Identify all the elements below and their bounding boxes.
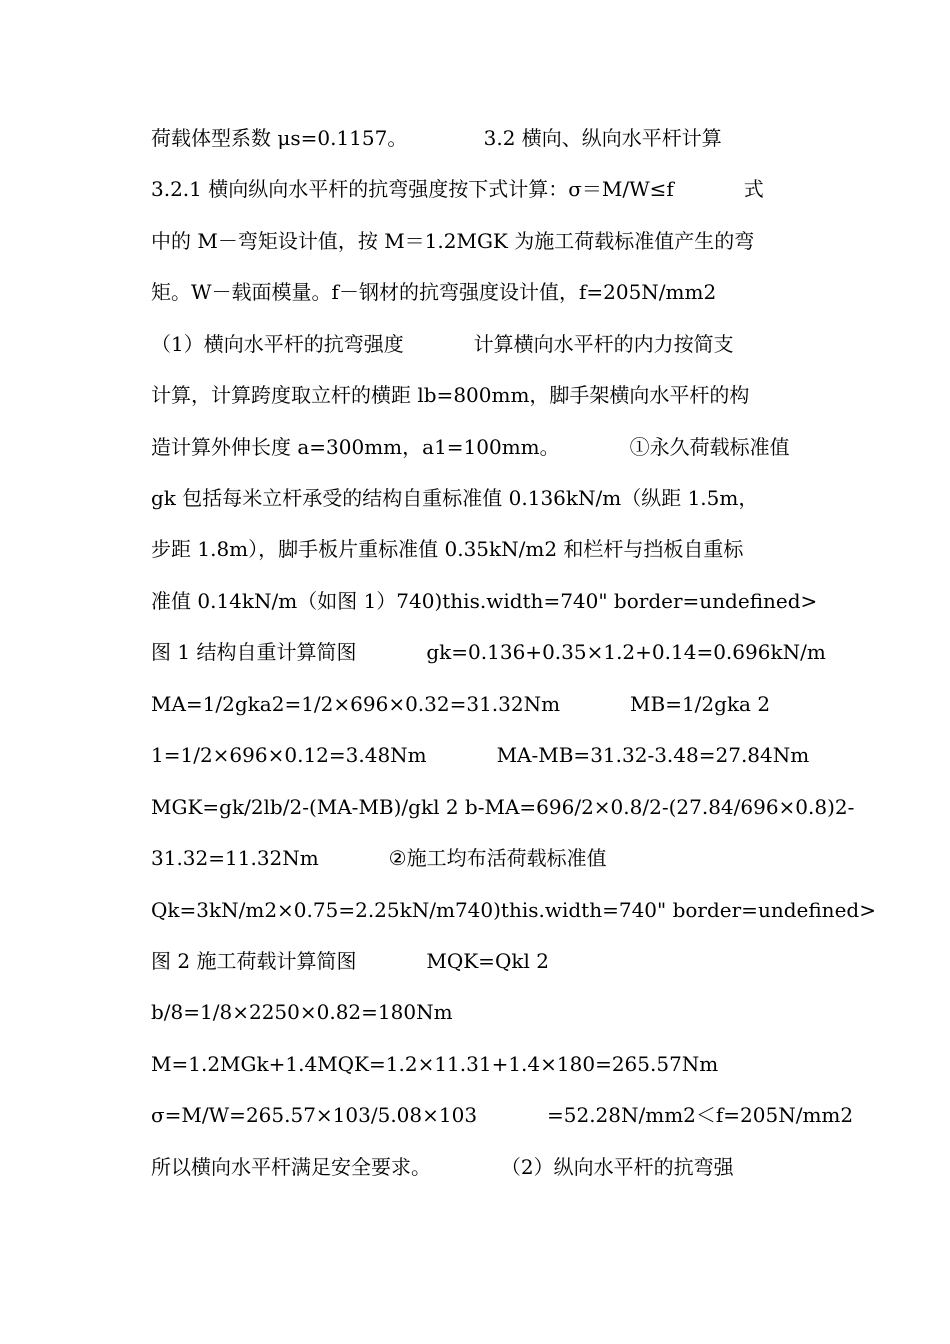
text-line: Qk=3kN/m2×0.75=2.25kN/m740)this.width=740" border=undefined>: [151, 898, 876, 922]
text-line: 步距 1.8m），脚手板片重标准值 0.35kN/m2 和栏杆与挡板自重标: [151, 537, 744, 561]
text-line: 所以横向水平杆满足安全要求。 （2）纵向水平杆的抗弯强: [151, 1155, 734, 1179]
text-line: 中的 M－弯矩设计值，按 M＝1.2MGK 为施工荷载标准值产生的弯: [151, 229, 755, 253]
text-line: b/8=1/8×2250×0.82=180Nm: [151, 1000, 453, 1024]
text-line: 造计算外伸长度 a=300mm，a1=100mm。 ①永久荷载标准值: [151, 435, 790, 459]
text-line: 矩。W－载面模量。f－钢材的抗弯强度设计值，f=205N/mm2: [151, 280, 717, 304]
text-line: MA=1/2gka2=1/2×696×0.32=31.32Nm MB=1/2gka 2: [151, 692, 771, 716]
text-line: 计算，计算跨度取立杆的横距 lb=800mm，脚手架横向水平杆的构: [151, 383, 750, 407]
text-line: 准值 0.14kN/m（如图 1）740)this.width=740" border=undefined>: [151, 589, 818, 613]
text-line: σ=M/W=265.57×103/5.08×103 =52.28N/mm2＜f=205N/mm2: [151, 1103, 854, 1127]
text-line: 1=1/2×696×0.12=3.48Nm MA-MB=31.32-3.48=27.84Nm: [151, 743, 810, 767]
text-line: M=1.2MGk+1.4MQK=1.2×11.31+1.4×180=265.57Nm: [151, 1052, 719, 1076]
text-line: 图 2 施工荷载计算简图 MQK=Qkl 2: [151, 949, 549, 973]
text-line: 荷载体型系数 μs=0.1157。 3.2 横向、纵向水平杆计算: [151, 126, 722, 150]
text-line: 31.32=11.32Nm ②施工均布活荷载标准值: [151, 846, 607, 870]
text-line: 图 1 结构自重计算简图 gk=0.136+0.35×1.2+0.14=0.696kN/m: [151, 640, 826, 664]
text-line: gk 包括每米立杆承受的结构自重标准值 0.136kN/m（纵距 1.5m，: [151, 486, 759, 510]
text-line: （1）横向水平杆的抗弯强度 计算横向水平杆的内力按简支: [151, 332, 734, 356]
text-line: MGK=gk/2lb/2-(MA-MB)/gkl 2 b-MA=696/2×0.8/2-(27.84/696×0.8)2-: [151, 795, 855, 819]
text-line: 3.2.1 横向纵向水平杆的抗弯强度按下式计算：σ＝M/W≤f 式: [151, 177, 764, 201]
